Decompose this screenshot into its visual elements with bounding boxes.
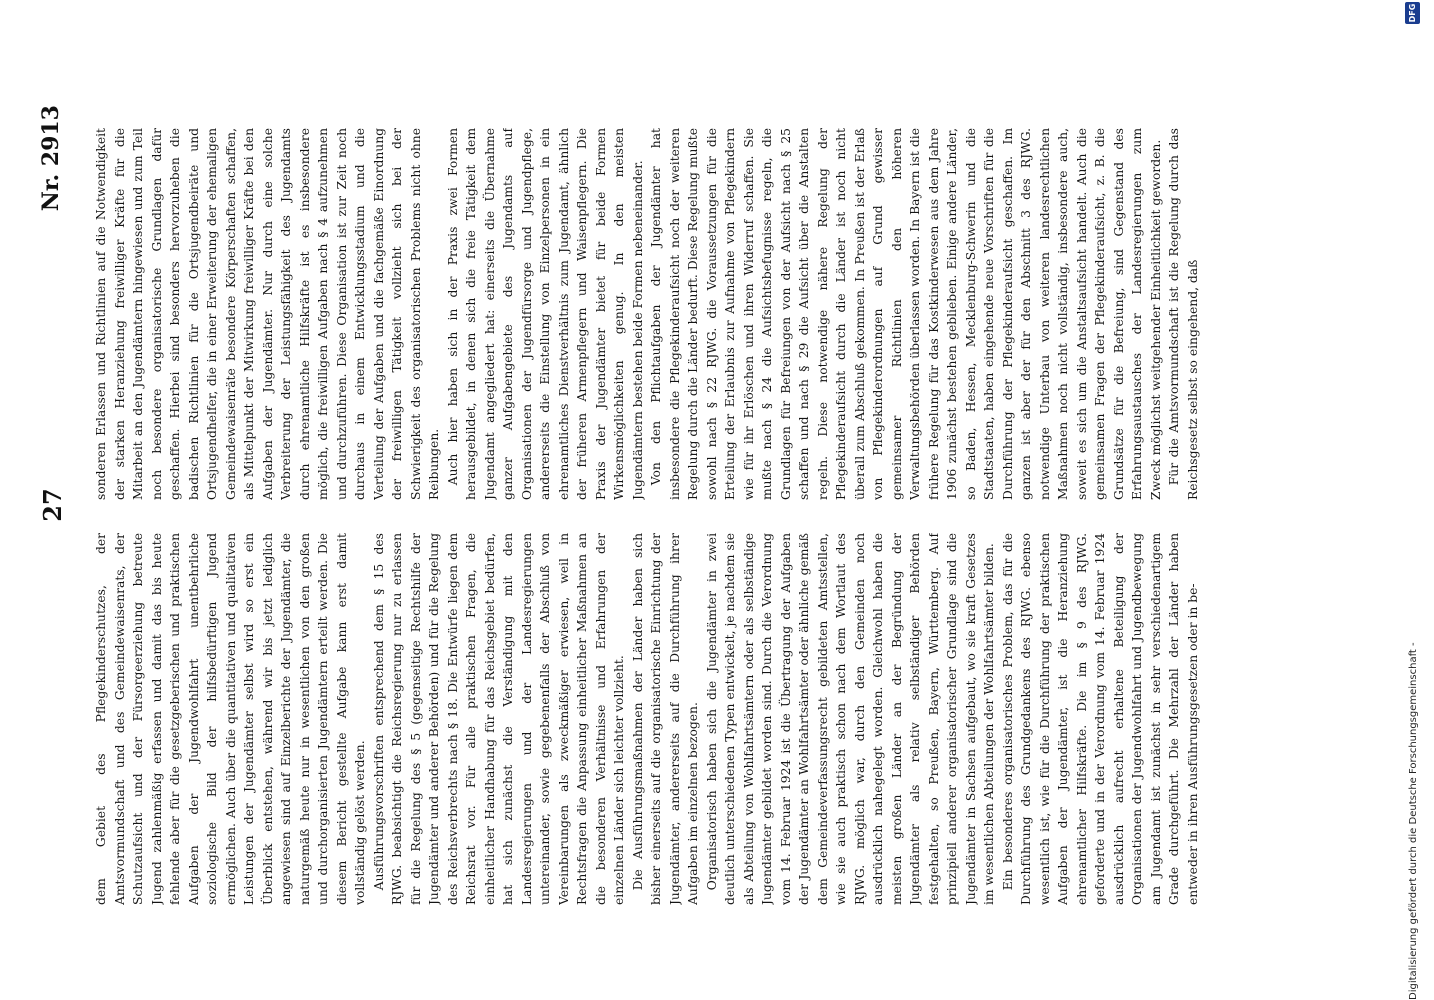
paragraph: Ausführungsvorschriften entsprechend dem § 15 des RJWG. beabsichtigt die Reichsregierung nur zu erlassen für die Regelung des § 5 (gegenseitige Rechtshilfe der Jugendämter und anderer Behörden) und für die Regelung des Reichsverbrechts nach § 18. Die Entwürfe liegen dem Reichsrat vor. Für alle praktischen Fragen, die einheitlicher Handhabung für das Reichsgebiet bedürfen, hat sich zunächst die Verständigung mit den Landesregierungen und der Landesregierungen untereinander, sowie gegebenenfalls der Abschluß von Vereinbarungen als zweckmäßiger erwiesen, weil in Rechtsfragen die Anpassung einheitlicher Maßnahmen an die besonderen Verhältnisse und Erfahrungen der einzelnen Länder sich leichter vollzieht.: [371, 533, 626, 905]
left-text-column: [92, 533, 1317, 905]
paragraph: Auch hier haben sich in der Praxis zwei Formen herausgebildet, in denen sich die freie Tätigkeit dem Jugendamt angegliedert hat: einerseits die Übernahme ganzer Aufgabengebiete des Jugendamts auf Organisationen der Jugendfürsorge und Jugendpflege, andererseits die Einstellung von Einzelpersonen in ein ehrenamtliches Dienstverhältnis zum Jugendamt, ähnlich der früheren Armenpflegern und Waisenpflegern. Die Praxis der Jugendämter bietet für beide Formen Wirkensmöglichkeiten genug. In den meisten Jugendämtern bestehen beide Formen nebeneinander.: [445, 128, 645, 500]
paragraph: Ein besonderes organisatorisches Problem, das für die Durchführung des Grundgedankens des RJWG. ebenso wesentlich ist, wie für die Durchführung der praktischen Aufgaben der Jugendämter, ist die Heranziehung ehrenamtlicher Hilfskräfte. Die im § 9 des RJWG. geforderte und in der Verordnung vom 14. Februar 1924 ausdrücklich aufrecht erhaltene Beteiligung der Organisationen der Jugendwohlfahrt und Jugendbewegung am Jugendamt ist zunächst in sehr verschiedenartigem Grade durchgeführt. Die Mehrzahl der Länder haben entweder in ihren Ausführungsgesetzen oder in be-: [1000, 533, 1200, 905]
dfg-logo: DFG: [1405, 2, 1420, 24]
footer-text: Digitalisierung gefördert durch die Deutsche Forschungsgemeinschaft -: [1408, 642, 1419, 1000]
paragraph: Von den Pflichtaufgaben der Jugendämter hat insbesondere die Pflegekinderaufsicht noch der weiteren Regelung durch die Länder bedurft. Diese Regelung mußte sowohl nach § 22 RJWG. die Voraussetzungen für die Erteilung der Erlaubnis zur Aufnahme von Pflegekindern wie für ihr Erlöschen und ihren Widerruf schaffen. Sie mußte nach § 24 die Aufsichtsbefugnisse regeln, die Grundlagen für Befreiungen von der Aufsicht nach § 25 schaffen und nach § 29 die Aufsicht über die Anstalten regeln. Diese notwendige nähere Regelung der Pflegekinderaufsicht durch die Länder ist noch nicht überall zum Abschluß gekommen. In Preußen ist der Erlaß von Pflegekinderordnungen auf Grund gewisser gemeinsamer Richtlinien den höheren Verwaltungsbehörden überlassen worden. In Bayern ist die frühere Regelung für das Kostkinderwesen aus dem Jahre 1906 zunächst bestehen geblieben. Einige andere Länder, so Baden, Hessen, Mecklenburg-Schwerin und die Stadtstaaten, haben eingehende neue Vorschriften für die Durchführung der Pflegekinderaufsicht geschaffen. Im ganzen ist aber der für den Abschnitt 3 des RJWG. notwendige Unterbau von weiteren landesrechtlichen Maßnahmen noch nicht vollständig, insbesondere auch, soweit es sich um die Anstaltsaufsicht handelt. Auch die gemeinsamen Fragen der Pflegekinderaufsicht, z. B. die Grundsätze für die Befreiung, sind Gegenstand des Erfahrungsaustausches der Landesregierungen zum Zweck möglichst weitgehender Einheitlichkeit geworden.: [649, 128, 1163, 500]
page-header: [38, 105, 78, 905]
paragraph: Organisatorisch haben sich die Jugendämter in zwei deutlich unterschiedenen Typen entwickelt, je nachdem sie als Abteilung von Wohlfahrtsämtern oder als selbständige Jugendämter gebildet worden sind. Durch die Verordnung vom 14. Februar 1924 ist die Übertragung der Aufgaben der Jugendämter an Wohlfahrtsämter oder ähnliche gemäß dem Gemeindeverfassungsrecht gebildeten Amtsstellen, wie sie auch praktisch schon nach dem Wortlaut des RJWG. möglich war, durch den Gemeinden noch ausdrücklich nahegelegt worden. Gleichwohl haben die meisten großen Länder an der Begründung der Jugendämter als relativ selbständiger Behörden festgehalten, so Preußen, Bayern, Württemberg. Auf prinzipiell anderer organisatorischer Grundlage sind die Jugendämter in Sachsen aufgebaut, wo sie kraft Gesetzes im wesentlichen Abteilungen der Wohlfahrtsämter bilden.: [704, 533, 996, 905]
paragraph: Für die Amtsvormundschaft ist die Regelung durch das Reichsgesetz selbst so eingehend, daß: [1167, 128, 1200, 500]
page-number: 27: [38, 488, 67, 522]
paragraph: Die Ausführungsmaßnahmen der Länder haben sich bisher einerseits auf die organisatorische Einrichtung der Jugendämter, andererseits auf die Durchführung ihrer Aufgaben im einzelnen bezogen.: [630, 533, 700, 905]
document-number: Nr. 2913: [38, 105, 64, 212]
paragraph: sonderen Erlassen und Richtlinien auf die Notwendigkeit der starken Heranziehung freiwilliger Kräfte für die Mitarbeit an den Jugendämtern hingewiesen und zum Teil noch besondere organisatorische Grundlagen dafür geschaffen. Hierbei sind besonders hervorzuheben die badischen Richtlinien für die Ortsjugendbeiräte und Ortsjugendhelfer, die in einer Erweiterung der ehemaligen Gemeindewaisenräte besondere Körperschaften schaffen, als Mittelpunkt der Mitwirkung freiwilliger Kräfte bei den Aufgaben der Jugendämter. Nur durch eine solche Verbreiterung der Leistungsfähigkeit des Jugendamts durch ehrenamtliche Hilfskräfte ist es insbesondere möglich, die freiwilligen Aufgaben nach § 4 aufzunehmen und durchzuführen. Diese Organisation ist zur Zeit noch durchaus in einem Entwicklungsstadium und die Verteilung der Aufgaben und die fachgemäße Einordnung der freiwilligen Tätigkeit vollzieht sich bei der Schwierigkeit des organisatorischen Problems nicht ohne Reibungen.: [94, 128, 441, 500]
right-text-column: [92, 128, 1317, 500]
paragraph: dem Gebiet des Pflegekinderschutzes, der Amtsvormundschaft und des Gemeindewaisenrats, der Schutzaufsicht und der Fürsorgeerziehung betreute Jugend zahlenmäßig erfassen und damit das bis heute fehlende aber für die gesetzgeberischen und praktischen Aufgaben der Jugendwohlfahrt unentbehrliche soziologische Bild der hilfsbedürftigen Jugend ermöglichen. Auch über die quantitativen und qualitativen Leistungen der Jugendämter selbst wird so erst ein Überblick entstehen, während wir bis jetzt lediglich angewiesen sind auf Einzelberichte der Jugendämter, die naturgemäß heute nur in wesentlichen von den großen und durchorganisierten Jugendämtern erteilt werden. Die diesem Bericht gestellte Aufgabe kann erst damit vollständig gelöst werden.: [94, 533, 367, 905]
